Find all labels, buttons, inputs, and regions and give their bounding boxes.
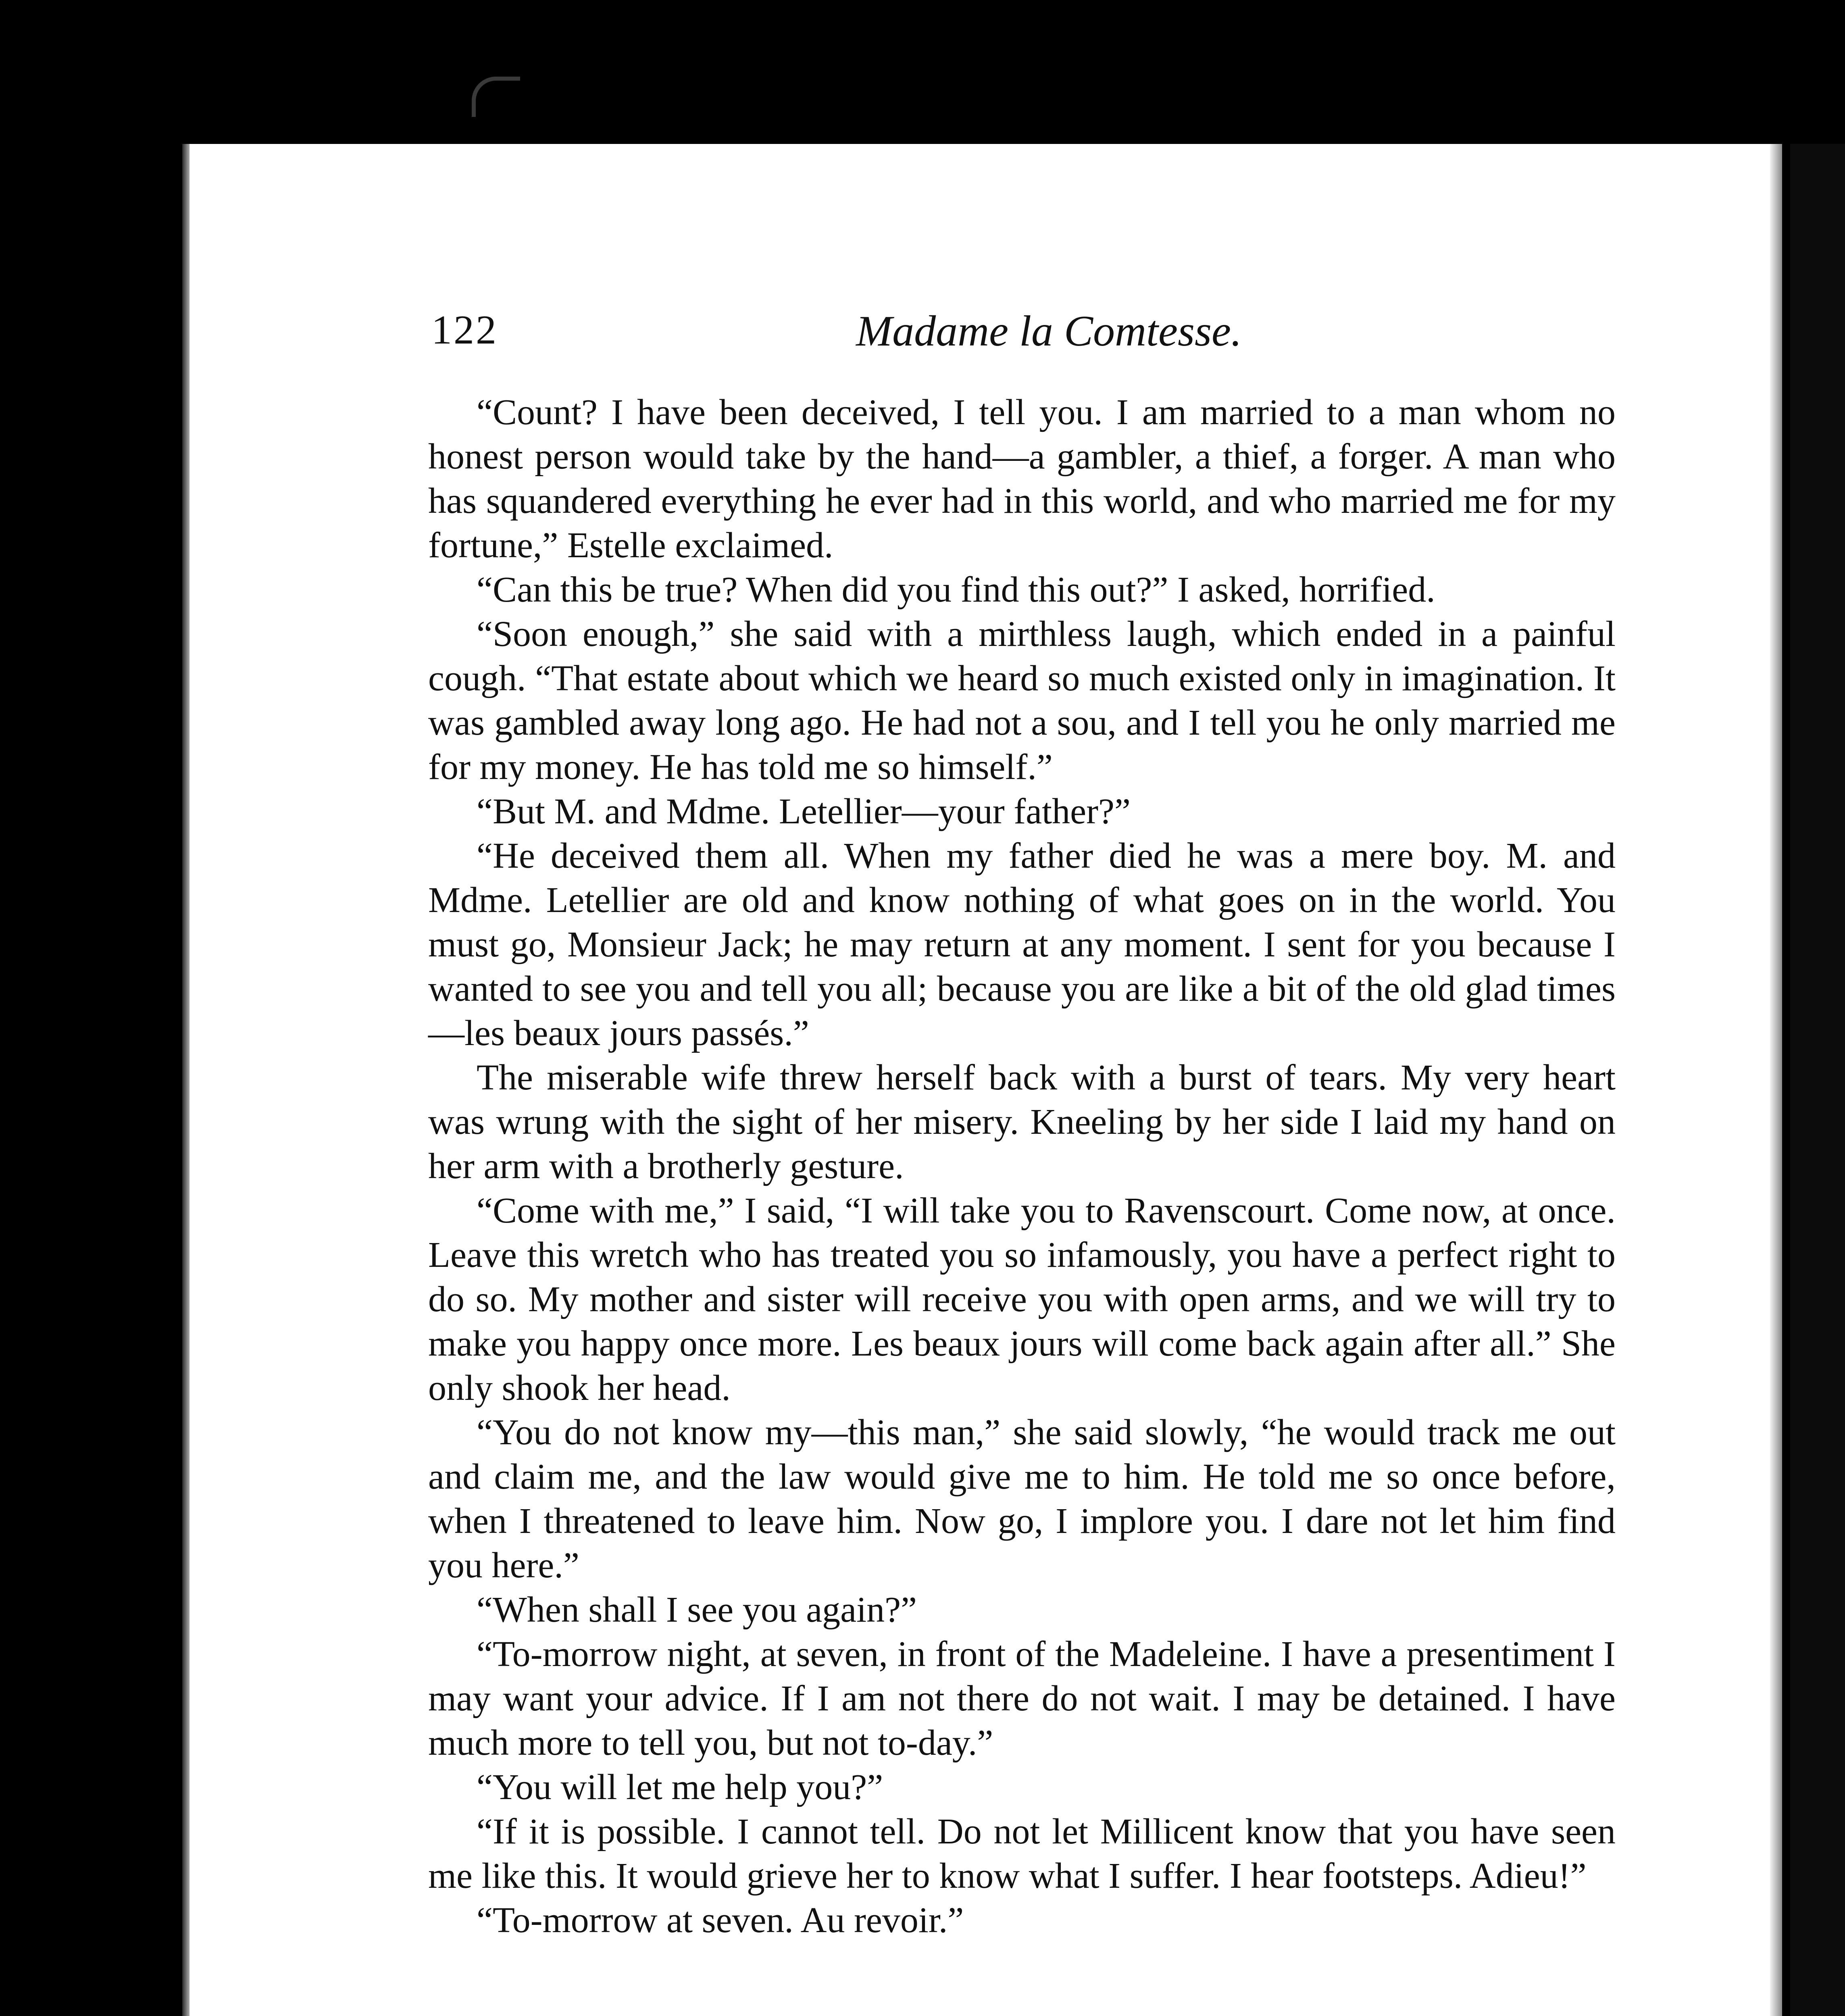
paragraph: “He deceived them all. When my father died he was a mere boy. M. and Mdme. Letellier are old and know nothing of what goes on in the world. You must go, Monsieur Jack; he may return at any moment. I sent for you because I wanted to see you and tell you all; because you are like a bit of the old glad times—les beaux jours passés.”: [428, 836, 1616, 1053]
paragraph: “Can this be true? When did you find this out?” I asked, horrified.: [477, 570, 1435, 610]
paragraph: “Soon enough,” she said with a mirthless laugh, which ended in a painful cough. “That estate about which we heard so much existed only in imagination. It was gambled away long ago. He had not a sou, and I tell you he only married me for my money. He has told me so himself.”: [428, 614, 1616, 787]
paragraph: “You do not know my—this man,” she said slowly, “he would track me out and claim me, and the law would give me to him. He told me so once before, when I threatened to leave him. Now go, I implore you. I dare not let him find you here.”: [428, 1412, 1616, 1585]
running-title: Madame la Comtesse.: [856, 307, 1242, 355]
facing-page-edge: [1790, 144, 1845, 2016]
paragraph: “You will let me help you?”: [477, 1767, 883, 1807]
paragraph: “Come with me,” I said, “I will take you to Ravenscourt. Come now, at once. Leave this wretch who has treated you so infamously, you have a perfect right to do so. My mother and sister will receive you with open arms, and we will try to make you happy once more. Les beaux jours will come back again after all.” She only shook her head.: [428, 1191, 1616, 1408]
running-head: [431, 306, 1242, 359]
paragraph: “When shall I see you again?”: [477, 1590, 917, 1630]
paragraph: “Count? I have been deceived, I tell you. I am married to a man whom no honest person would take by the hand—a gambler, a thief, a forger. A man who has squandered everything he ever had in this world, and who married me for my fortune,” Estelle exclaimed.: [428, 392, 1616, 565]
paragraph: The miserable wife threw herself back with a burst of tears. My very heart was wrung with the sight of her misery. Kneeling by her side I laid my hand on her arm with a brotherly gesture.: [428, 1058, 1616, 1186]
scan-corner-mark: [472, 77, 520, 117]
paragraph: “To-morrow night, at seven, in front of the Madeleine. I have a presentiment I may want your advice. If I am not there do not wait. I may be detained. I have much more to tell you, but not to-day.”: [428, 1634, 1616, 1763]
section-break: [428, 1943, 1616, 2016]
paragraph: “To-morrow at seven. Au revoir.”: [477, 1900, 964, 1940]
book-gutter: [1770, 144, 1782, 2016]
paragraph: “But M. and Mdme. Letellier—your father?”: [477, 791, 1131, 831]
body-text: [428, 390, 1616, 2016]
page-number: 122: [431, 307, 498, 353]
paragraph: “If it is possible. I cannot tell. Do not let Millicent know that you have seen me like this. It would grieve her to know what I suffer. I hear footsteps. Adieu!”: [428, 1812, 1616, 1896]
